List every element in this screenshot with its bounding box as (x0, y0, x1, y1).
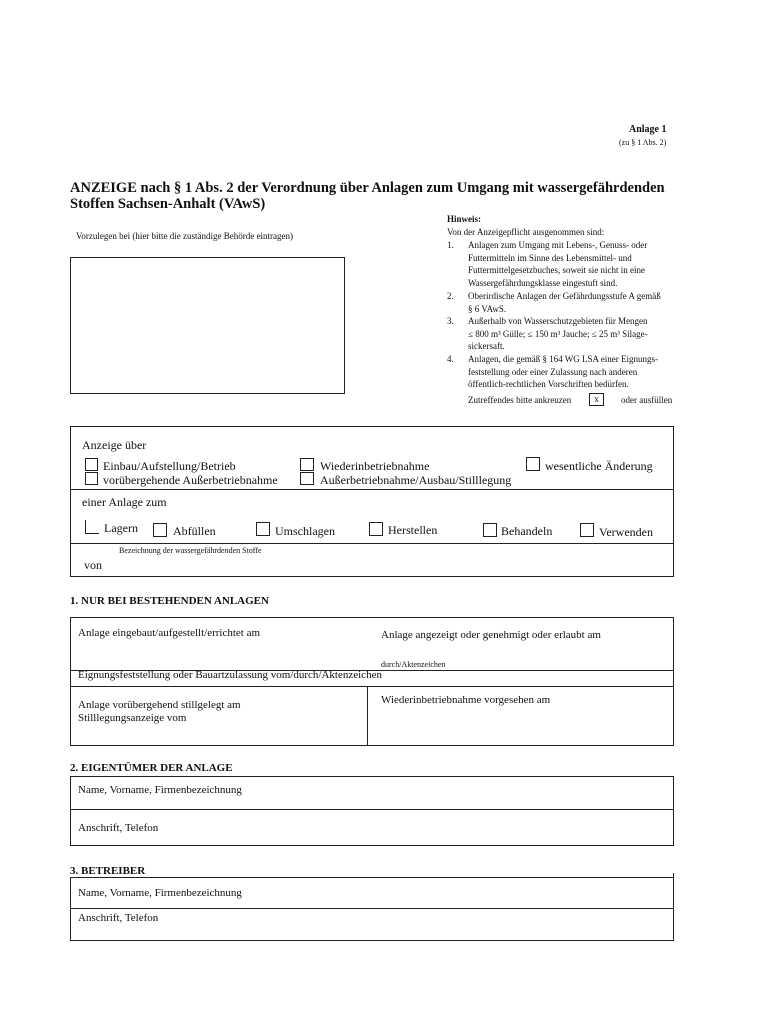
operator-address-label: Anschrift, Telefon (78, 912, 159, 924)
option-recommissioning-label: Wiederinbetriebnahme (320, 459, 430, 473)
use-checkbox[interactable] (580, 523, 594, 537)
notified-date-label: Anlage angezeigt oder genehmigt oder erlaubt am (381, 629, 601, 641)
form-title-line1: ANZEIGE nach § 1 Abs. 2 der Verordnung über Anlagen zum Umgang mit wassergefährdenden (70, 180, 665, 196)
option-temporary-shutdown-label: vorübergehende Außerbetriebnahme (103, 473, 278, 487)
treatment-checkbox[interactable] (483, 523, 497, 537)
handling-checkbox[interactable] (256, 522, 270, 536)
installation-operation-checkbox[interactable] (85, 458, 98, 471)
activity-treatment-label: Behandeln (501, 524, 553, 538)
owner-name-label: Name, Vorname, Firmenbezeichnung (78, 784, 242, 796)
annex-label: Anlage 1 (629, 124, 667, 135)
installed-date-label: Anlage eingebaut/aufgestellt/errichtet am (78, 627, 261, 639)
substances-field[interactable] (130, 556, 670, 574)
notice-heading: Anzeige über (82, 438, 147, 452)
activity-handling-label: Umschlagen (275, 524, 335, 538)
notes-heading: Hinweis: (447, 214, 482, 224)
divider (70, 489, 674, 490)
operator-name-label: Name, Vorname, Firmenbezeichnung (78, 887, 242, 899)
recommissioning-checkbox[interactable] (300, 458, 314, 471)
owner-address-label: Anschrift, Telefon (78, 822, 159, 834)
from-label: von (84, 558, 102, 572)
manufacturing-checkbox[interactable] (369, 522, 383, 536)
facility-heading: einer Anlage zum (82, 495, 167, 509)
divider (367, 686, 368, 746)
file-reference-label: durch/Aktenzeichen (381, 660, 446, 669)
divider (70, 908, 674, 909)
temporary-shutdown-date-label: Anlage vorübergehend stillgelegt am (78, 699, 241, 711)
activity-manufacturing-label: Herstellen (388, 523, 438, 537)
form-title-line2: Stoffen Sachsen-Anhalt (VAwS) (70, 196, 266, 212)
authority-address-field[interactable] (70, 257, 345, 394)
option-decommissioning-label: Außerbetriebnahme/Ausbau/Stilllegung (320, 473, 512, 487)
section3-heading: 3. BETREIBER (70, 865, 146, 877)
restart-date-label: Wiederinbetriebnahme vorgesehen am (381, 694, 551, 706)
divider (673, 873, 674, 941)
notes-intro: Von der Anzeigepflicht ausgenommen sind: (447, 227, 605, 237)
temporary-shutdown-checkbox[interactable] (85, 472, 98, 485)
activity-use-label: Verwenden (599, 525, 653, 539)
divider (70, 940, 674, 941)
submit-to-label: Vorzulegen bei (hier bitte die zuständige Behörde eintragen) (76, 231, 294, 241)
significant-change-checkbox[interactable] (526, 457, 540, 471)
activity-storage-label: Lagern (104, 521, 138, 535)
option-significant-change-label: wesentliche Änderung (545, 459, 653, 473)
tick-instruction-suffix: oder ausfüllen (621, 395, 673, 405)
filling-checkbox[interactable] (153, 523, 167, 537)
tick-example-box: x (589, 393, 604, 406)
section2-heading: 2. EIGENTÜMER DER ANLAGE (70, 762, 233, 774)
decommissioning-checkbox[interactable] (300, 472, 314, 485)
tick-instruction: Zutreffendes bitte ankreuzen (468, 395, 572, 405)
divider (70, 877, 674, 878)
storage-checkbox[interactable] (85, 520, 99, 534)
option-installation-label: Einbau/Aufstellung/Betrieb (103, 459, 236, 473)
annex-reference: (zu § 1 Abs. 2) (619, 138, 667, 147)
divider (70, 543, 674, 544)
section1-heading: 1. NUR BEI BESTEHENDEN ANLAGEN (70, 595, 269, 607)
divider (70, 809, 674, 810)
suitability-label: Eignungsfeststellung oder Bauartzulassung vom/durch/Aktenzeichen (78, 669, 382, 681)
activity-filling-label: Abfüllen (173, 524, 216, 538)
shutdown-notice-date-label: Stilllegungsanzeige vom (78, 712, 187, 724)
substances-label: Bezeichnung der wassergefährdenden Stoffe (119, 546, 262, 555)
divider (70, 686, 674, 687)
